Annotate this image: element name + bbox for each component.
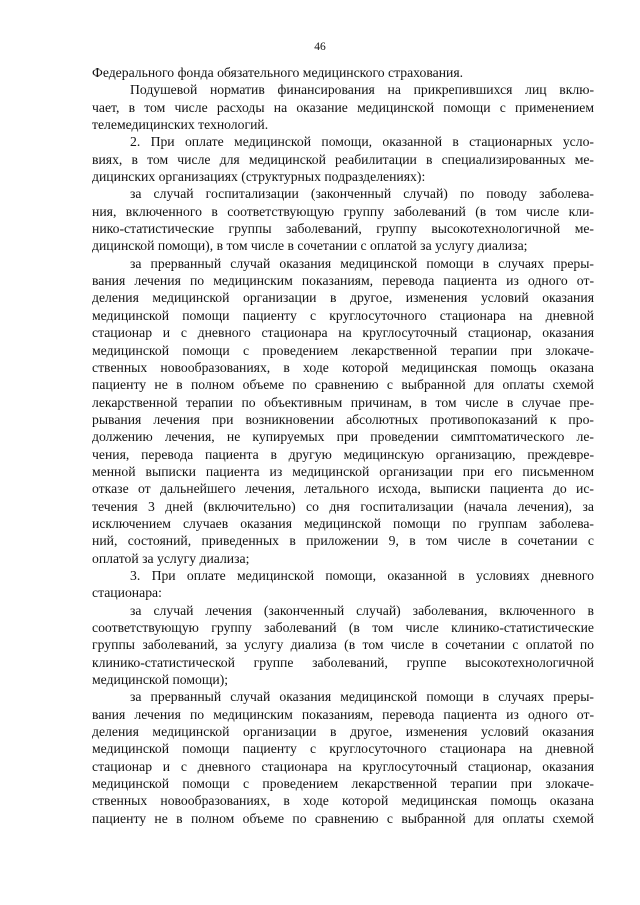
text-line: ний, состояний, приведенных в приложении 9, в том числе в сочетании с xyxy=(92,533,594,549)
text-line: телемедицинских технологий. xyxy=(92,117,269,133)
text-line: чения, перевода пациента в другую медицинскую организацию, преждевре- xyxy=(92,446,594,462)
text-line: медицинской помощи с проведением лекарственной терапии при злокаче- xyxy=(92,776,594,792)
text-line: 2. При оплате медицинской помощи, оказанной в стационарных усло- xyxy=(130,134,594,150)
text-line: медицинской помощи пациенту с круглосуточного стационара на дневной xyxy=(92,307,594,323)
text-line: ственных новообразованиях, в ходе которой медицинская помощь оказана xyxy=(92,359,594,375)
text-line: стационара: xyxy=(92,585,162,601)
text-line: за случай госпитализации (законченный случай) по поводу заболева- xyxy=(130,186,594,202)
text-line: дицинских организациях (структурных подразделениях): xyxy=(92,169,426,185)
text-line: оплатой за услугу диализа; xyxy=(92,550,250,566)
text-line: стационар и с дневного стационара на круглосуточный стационар, оказания xyxy=(92,325,594,341)
text-line: Федерального фонда обязательного медицинского страхования. xyxy=(92,65,464,80)
document-body xyxy=(92,64,594,827)
text-line: виях, в том числе для медицинской реабилитации в специализированных ме- xyxy=(92,151,594,167)
text-line: 3. При оплате медицинской помощи, оказанной в условиях дневного xyxy=(130,567,594,583)
text-line: должению лечения, не купируемых при проведении симптоматического ле- xyxy=(92,429,594,445)
text-line: ственных новообразованиях, в ходе которой медицинская помощь оказана xyxy=(92,793,594,809)
text-line: пациенту не в полном объеме по сравнению с выбранной для оплаты схемой xyxy=(92,377,594,393)
text-line: стационар и с дневного стационара на круглосуточный стационар, оказания xyxy=(92,758,594,774)
text-line: за случай лечения (законченный случай) заболевания, включенного в xyxy=(130,602,594,618)
text-line: деления медицинской организации в другое, изменения условий оказания xyxy=(92,724,594,740)
text-line: менной выписки пациента из медицинской организации при его письменном xyxy=(92,463,594,479)
text-line: рывания лечения при возникновении абсолютных противопоказаний к про- xyxy=(92,411,594,427)
text-line: Подушевой норматив финансирования на прикрепившихся лиц вклю- xyxy=(130,82,594,98)
text-line: пациенту не в полном объеме по сравнению с выбранной для оплаты схемой xyxy=(92,810,594,826)
paragraph xyxy=(92,567,594,602)
page-number: 46 xyxy=(314,41,326,53)
paragraph xyxy=(92,602,594,689)
text-line: за прерванный случай оказания медицинской помощи в случаях преры- xyxy=(130,689,594,705)
text-line: группы заболеваний, за услугу диализа (в том числе в сочетании с оплатой по xyxy=(92,637,594,653)
text-line: медицинской помощи с проведением лекарственной терапии при злокаче- xyxy=(92,342,594,358)
text-line: медицинской помощи); xyxy=(92,672,229,688)
text-line: отказе от дальнейшего лечения, летального исхода, выписки пациента до ис- xyxy=(92,481,594,497)
text-line: за прерванный случай оказания медицинской помощи в случаях преры- xyxy=(130,255,594,271)
text-line: деления медицинской организации в другое, изменения условий оказания xyxy=(92,290,594,306)
paragraph xyxy=(92,255,594,567)
paragraph xyxy=(92,688,594,827)
text-line: медицинской помощи пациенту с круглосуточного стационара на дневной xyxy=(92,741,594,757)
text-line: соответствующую группу заболеваний (в том числе клинико-статистические xyxy=(92,620,594,635)
text-line: исключением случаев оказания медицинской помощи по группам заболева- xyxy=(92,515,594,531)
text-line: вания лечения по медицинским показаниям, перевода пациента из одного от- xyxy=(92,273,594,289)
paragraph xyxy=(92,81,594,133)
text-line: вания лечения по медицинским показаниям, перевода пациента из одного от- xyxy=(92,706,594,722)
paragraph xyxy=(92,64,594,81)
text-line: ния, включенного в соответствующую группу заболеваний (в том числе кли- xyxy=(92,203,594,219)
paragraph xyxy=(92,185,594,254)
paragraph xyxy=(92,133,594,185)
text-line: течения 3 дней (включительно) со дня госпитализации (начала лечения), за xyxy=(92,498,594,514)
text-line: чает, в том числе расходы на оказание медицинской помощи с применением xyxy=(92,99,594,115)
text-line: клинико-статистической группе заболеваний, группе высокотехнологичной xyxy=(92,654,594,670)
text-line: лекарственной терапии по объективным причинам, в том числе в случае пре- xyxy=(92,394,594,410)
text-line: дицинской помощи), в том числе в сочетании с оплатой за услугу диализа; xyxy=(92,238,528,254)
text-line: нико-статистические группы заболеваний, группу высокотехнологичной ме- xyxy=(92,221,594,237)
